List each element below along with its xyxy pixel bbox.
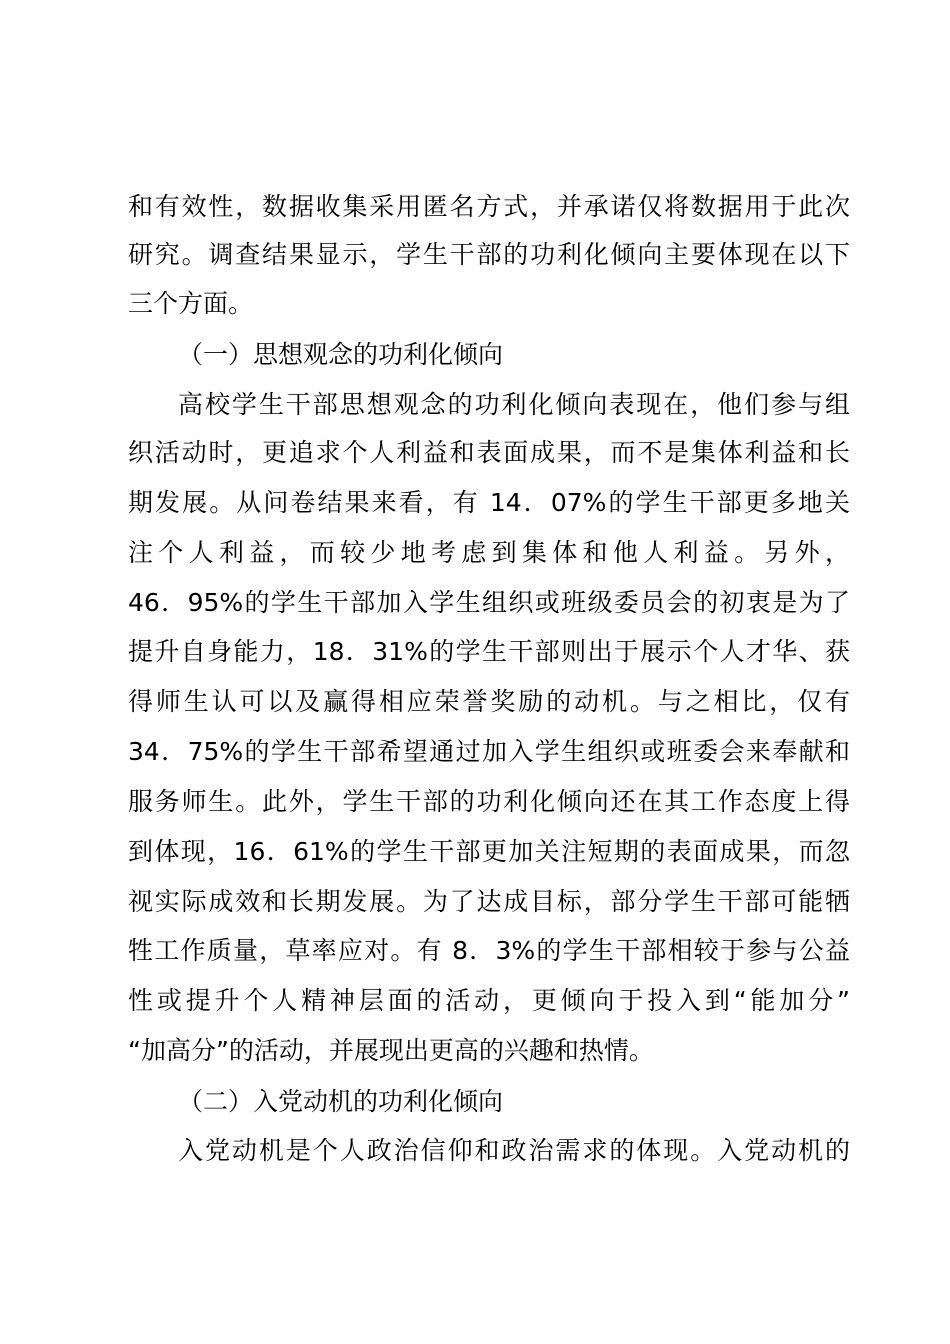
body-text-line: “加高分”的活动，并展现出更高的兴趣和热情。 xyxy=(128,1036,654,1065)
body-text-line: 和有效性，数据收集采用匿名方式，并承诺仅将数据用于此次 xyxy=(128,192,850,221)
body-text-line: 高校学生干部思想观念的功利化倾向表现在，他们参与组 xyxy=(178,390,850,419)
body-text-line: 得师生认可以及赢得相应荣誉奖励的动机。与之相比，仅有 xyxy=(128,687,850,716)
body-text-line: 三个方面。 xyxy=(128,289,254,318)
body-text-line: 织活动时，更追求个人利益和表面成果，而不是集体利益和长 xyxy=(128,438,850,467)
body-text-line: 性或提升个人精神层面的活动，更倾向于投入到“能加分” xyxy=(128,986,850,1015)
body-text-line: 服务师生。此外，学生干部的功利化倾向还在其工作态度上得 xyxy=(128,787,850,816)
body-text-line: 牲工作质量，草率应对。有 8．3%的学生干部相较于参与公益 xyxy=(128,936,850,965)
body-text-line: 研究。调查结果显示，学生干部的功利化倾向主要体现在以下 xyxy=(128,240,850,269)
section-heading: （一）思想观念的功利化倾向 xyxy=(178,340,504,369)
body-text-line: 注个人利益，而较少地考虑到集体和他人利益。另外， xyxy=(128,538,850,567)
body-text-line: 视实际成效和长期发展。为了达成目标，部分学生干部可能牺 xyxy=(128,887,850,916)
body-text-line: 入党动机是个人政治信仰和政治需求的体现。入党动机的 xyxy=(178,1136,850,1165)
section-heading: （二）入党动机的功利化倾向 xyxy=(178,1087,504,1116)
body-text-line: 提升自身能力，18．31%的学生干部则出于展示个人才华、获 xyxy=(128,637,850,666)
body-text-line: 期发展。从问卷结果来看，有 14．07%的学生干部更多地关 xyxy=(128,488,850,517)
body-text-line: 到体现，16．61%的学生干部更加关注短期的表面成果，而忽 xyxy=(128,837,850,866)
body-text-line: 46．95%的学生干部加入学生组织或班级委员会的初衷是为了 xyxy=(128,588,850,617)
body-text-line: 34．75%的学生干部希望通过加入学生组织或班委会来奉献和 xyxy=(128,737,850,766)
